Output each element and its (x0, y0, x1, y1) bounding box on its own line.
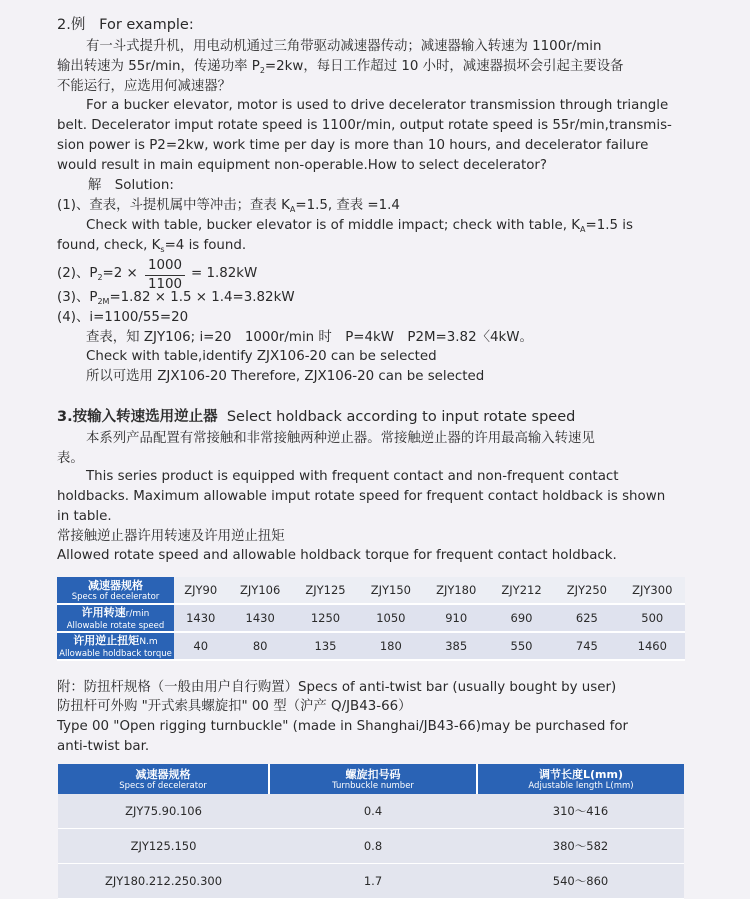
fraction-denominator: 1100 (147, 277, 183, 292)
step1-en2-b: =4 is found. (164, 238, 247, 253)
table-cell: 550 (489, 632, 554, 660)
antitwist-table (58, 764, 684, 899)
example-en-line1: For a bucker elevator, motor is used to drive decelerator transmission through triangle (86, 98, 669, 113)
step1-sub: A (289, 205, 296, 214)
step1-en-sub: A (579, 225, 586, 234)
holdback-cn-line2: 表。 (57, 451, 84, 466)
table-cell: ZJY150 (358, 577, 423, 604)
table-cell: ZJY212 (489, 577, 554, 604)
fraction-bar (145, 275, 185, 276)
table-cell: 745 (554, 632, 619, 660)
table-cell: 1250 (293, 604, 358, 632)
example-cn-line3: 不能运行，应选用何减速器？ (57, 79, 232, 94)
step1-en-a: Check with table, bucker elevator is of middle impact; check with table, K (86, 218, 580, 233)
holdback-heading-cn: 3.按输入转速选用逆止器 (57, 409, 218, 425)
holdback-heading (57, 408, 575, 426)
solution-step4-cn: 查表，知 ZJY106; i=20 1000r/min 时 P=4kW P2M=3.82〈4kW。 (86, 330, 533, 345)
step1-en2-a: found, check, K (57, 238, 161, 253)
example-cn-line2-b: =2kw，每日工作超过 10 小时，减速器损坏会引起主要设备 (264, 59, 624, 74)
table-cell: 1050 (358, 604, 423, 632)
solution-label: 解 Solution: (88, 178, 174, 193)
header-cn: 螺旋扣号码 (345, 767, 401, 781)
header-length (477, 764, 684, 794)
table-cell: ZJY300 (620, 577, 685, 604)
holdback-en-line3: in table. (57, 509, 112, 524)
example-heading-en: For example: (99, 17, 194, 33)
table-cell: 135 (293, 632, 358, 660)
example-heading-cn: 2.例 (57, 17, 86, 33)
holdback-en-line1: This series product is equipped with frequent contact and non-frequent contact (86, 469, 619, 484)
antitwist-line1: 附：防扭杆规格（一般由用户自行购置）Specs of anti-twist bar (usually bought by user) (57, 680, 617, 695)
table-cell: ZJY106 (227, 577, 292, 604)
step3-a: (3)、P (57, 290, 98, 305)
row-header (57, 632, 174, 660)
row-header (57, 577, 174, 604)
step1-a: (1)、查表，斗提机属中等冲击；查表 K (57, 198, 290, 213)
table-cell: 0.8 (269, 829, 477, 864)
row-header-cn (57, 634, 174, 649)
solution-step4-en: Check with table,identify ZJX106-20 can be selected (86, 349, 437, 364)
table-cell: 310～416 (477, 794, 684, 829)
solution-step1-en (86, 217, 633, 239)
step1-en2-sub: s (160, 245, 165, 254)
table-cell: 1460 (620, 632, 685, 660)
table-cell: 500 (620, 604, 685, 632)
header-specs (58, 764, 269, 794)
row-header-unit: N.m (139, 636, 158, 647)
holdback-en-line2: holdbacks. Maximum allowable imput rotate speed for frequent contact holdback is shown (57, 489, 666, 504)
table-row (58, 794, 684, 829)
step3-b: =1.82 × 1.5 × 1.4=3.82kW (109, 290, 295, 305)
solution-step4-final: 所以可选用 ZJX106-20 Therefore, ZJX106-20 can be selected (86, 369, 485, 384)
row-header-cn: 减速器规格 (88, 578, 143, 592)
table-cell: 0.4 (269, 794, 477, 829)
table-cell: ZJY125 (293, 577, 358, 604)
step1-b: =1.5, 查表 =1.4 (295, 198, 400, 213)
step3-sub: 2M (97, 297, 110, 306)
row-header-en: Allowable rotate speed (66, 620, 165, 631)
header-en: Turnbuckle number (332, 780, 414, 791)
table-row (58, 864, 684, 899)
step2-sub: 2 (97, 273, 103, 282)
row-header (57, 604, 174, 632)
table-cell: 180 (358, 632, 423, 660)
table-row (57, 577, 685, 604)
header-en: Specs of decelerator (119, 780, 207, 791)
solution-step1-en2 (57, 237, 246, 259)
table-row (57, 604, 685, 632)
table-cell: 625 (554, 604, 619, 632)
table1-caption-cn: 常接触逆止器许用转速及许用逆止扭矩 (57, 529, 285, 544)
holdback-heading-en: Select holdback according to input rotate speed (226, 409, 576, 425)
table-cell: ZJY125.150 (58, 829, 269, 864)
fraction-numerator: 1000 (147, 258, 183, 273)
table-cell: 690 (489, 604, 554, 632)
example-en-line4: would result in main equipment non-operable.How to select decelerator? (57, 158, 548, 173)
table-cell: 80 (227, 632, 292, 660)
table-cell: 910 (424, 604, 489, 632)
table-cell: ZJY75.90.106 (58, 794, 269, 829)
step2-result: = 1.82kW (191, 266, 258, 281)
header-turnbuckle (269, 764, 477, 794)
row-header-cn-text: 许用转速 (81, 605, 126, 619)
antitwist-line2: 防扭杆可外购 "开式索具螺旋扣" 00 型（沪产 Q/JB43-66） (57, 699, 412, 714)
p2-subscript: 2 (259, 66, 265, 75)
table-cell: 385 (424, 632, 489, 660)
row-header-en: Specs of decelerator (71, 591, 160, 602)
table-cell: 1.7 (269, 864, 477, 899)
solution-step1 (57, 197, 400, 219)
solution-step3 (57, 289, 295, 311)
table-cell: ZJY250 (554, 577, 619, 604)
example-en-line2: belt. Decelerator imput rotate speed is 1100r/min, output rotate speed is 55r/min,transmis- (57, 118, 672, 133)
example-cn-line2 (57, 58, 624, 80)
step1-en-b: =1.5 is (585, 218, 633, 233)
row-header-cn (57, 606, 174, 621)
header-cn: 减速器规格 (135, 767, 191, 781)
step2-b: =2 × (102, 266, 138, 281)
example-en-line3: sion power is P2=2kw, work time per day is more than 10 hours, and decelerator failure (57, 138, 649, 153)
solution-step4: (4)、i=1100/55=20 (57, 310, 189, 325)
header-cn: 调节长度L(mm) (539, 767, 623, 781)
table-cell: 380～582 (477, 829, 684, 864)
table-cell: 40 (174, 632, 227, 660)
table-cell: ZJY180 (424, 577, 489, 604)
row-header-cn-text: 许用逆止扭矩 (73, 633, 140, 647)
antitwist-line4: anti-twist bar. (57, 739, 150, 754)
row-header-unit: r/min (125, 608, 150, 619)
table-cell: ZJY180.212.250.300 (58, 864, 269, 899)
holdback-cn-line1: 本系列产品配置有常接触和非常接触两种逆止器。常接触逆止器的许用最高输入转速见 (86, 431, 595, 446)
example-cn-line1: 有一斗式提升机，用电动机通过三角带驱动减速器传动；减速器输入转速为 1100r/min (86, 39, 602, 54)
header-en: Adjustable length L(mm) (528, 780, 634, 791)
table-row (58, 829, 684, 864)
table-row (57, 632, 685, 660)
table-cell: 1430 (174, 604, 227, 632)
example-heading (57, 16, 194, 34)
table-cell: 1430 (227, 604, 292, 632)
fraction (145, 258, 185, 293)
table-cell: ZJY90 (174, 577, 227, 604)
antitwist-line3: Type 00 "Open rigging turnbuckle" (made in Shanghai/JB43-66)may be purchased for (57, 719, 629, 734)
row-header-en: Allowable holdback torque (59, 648, 172, 659)
table1-caption-en: Allowed rotate speed and allowable holdback torque for frequent contact holdback. (57, 548, 617, 563)
table-header-row (58, 764, 684, 794)
holdback-table (57, 577, 685, 661)
solution-step2-left (57, 265, 138, 287)
step2-a: (2)、P (57, 266, 98, 281)
example-cn-line2-a: 输出转速为 55r/min，传递功率 P (57, 59, 260, 74)
table-cell: 540～860 (477, 864, 684, 899)
